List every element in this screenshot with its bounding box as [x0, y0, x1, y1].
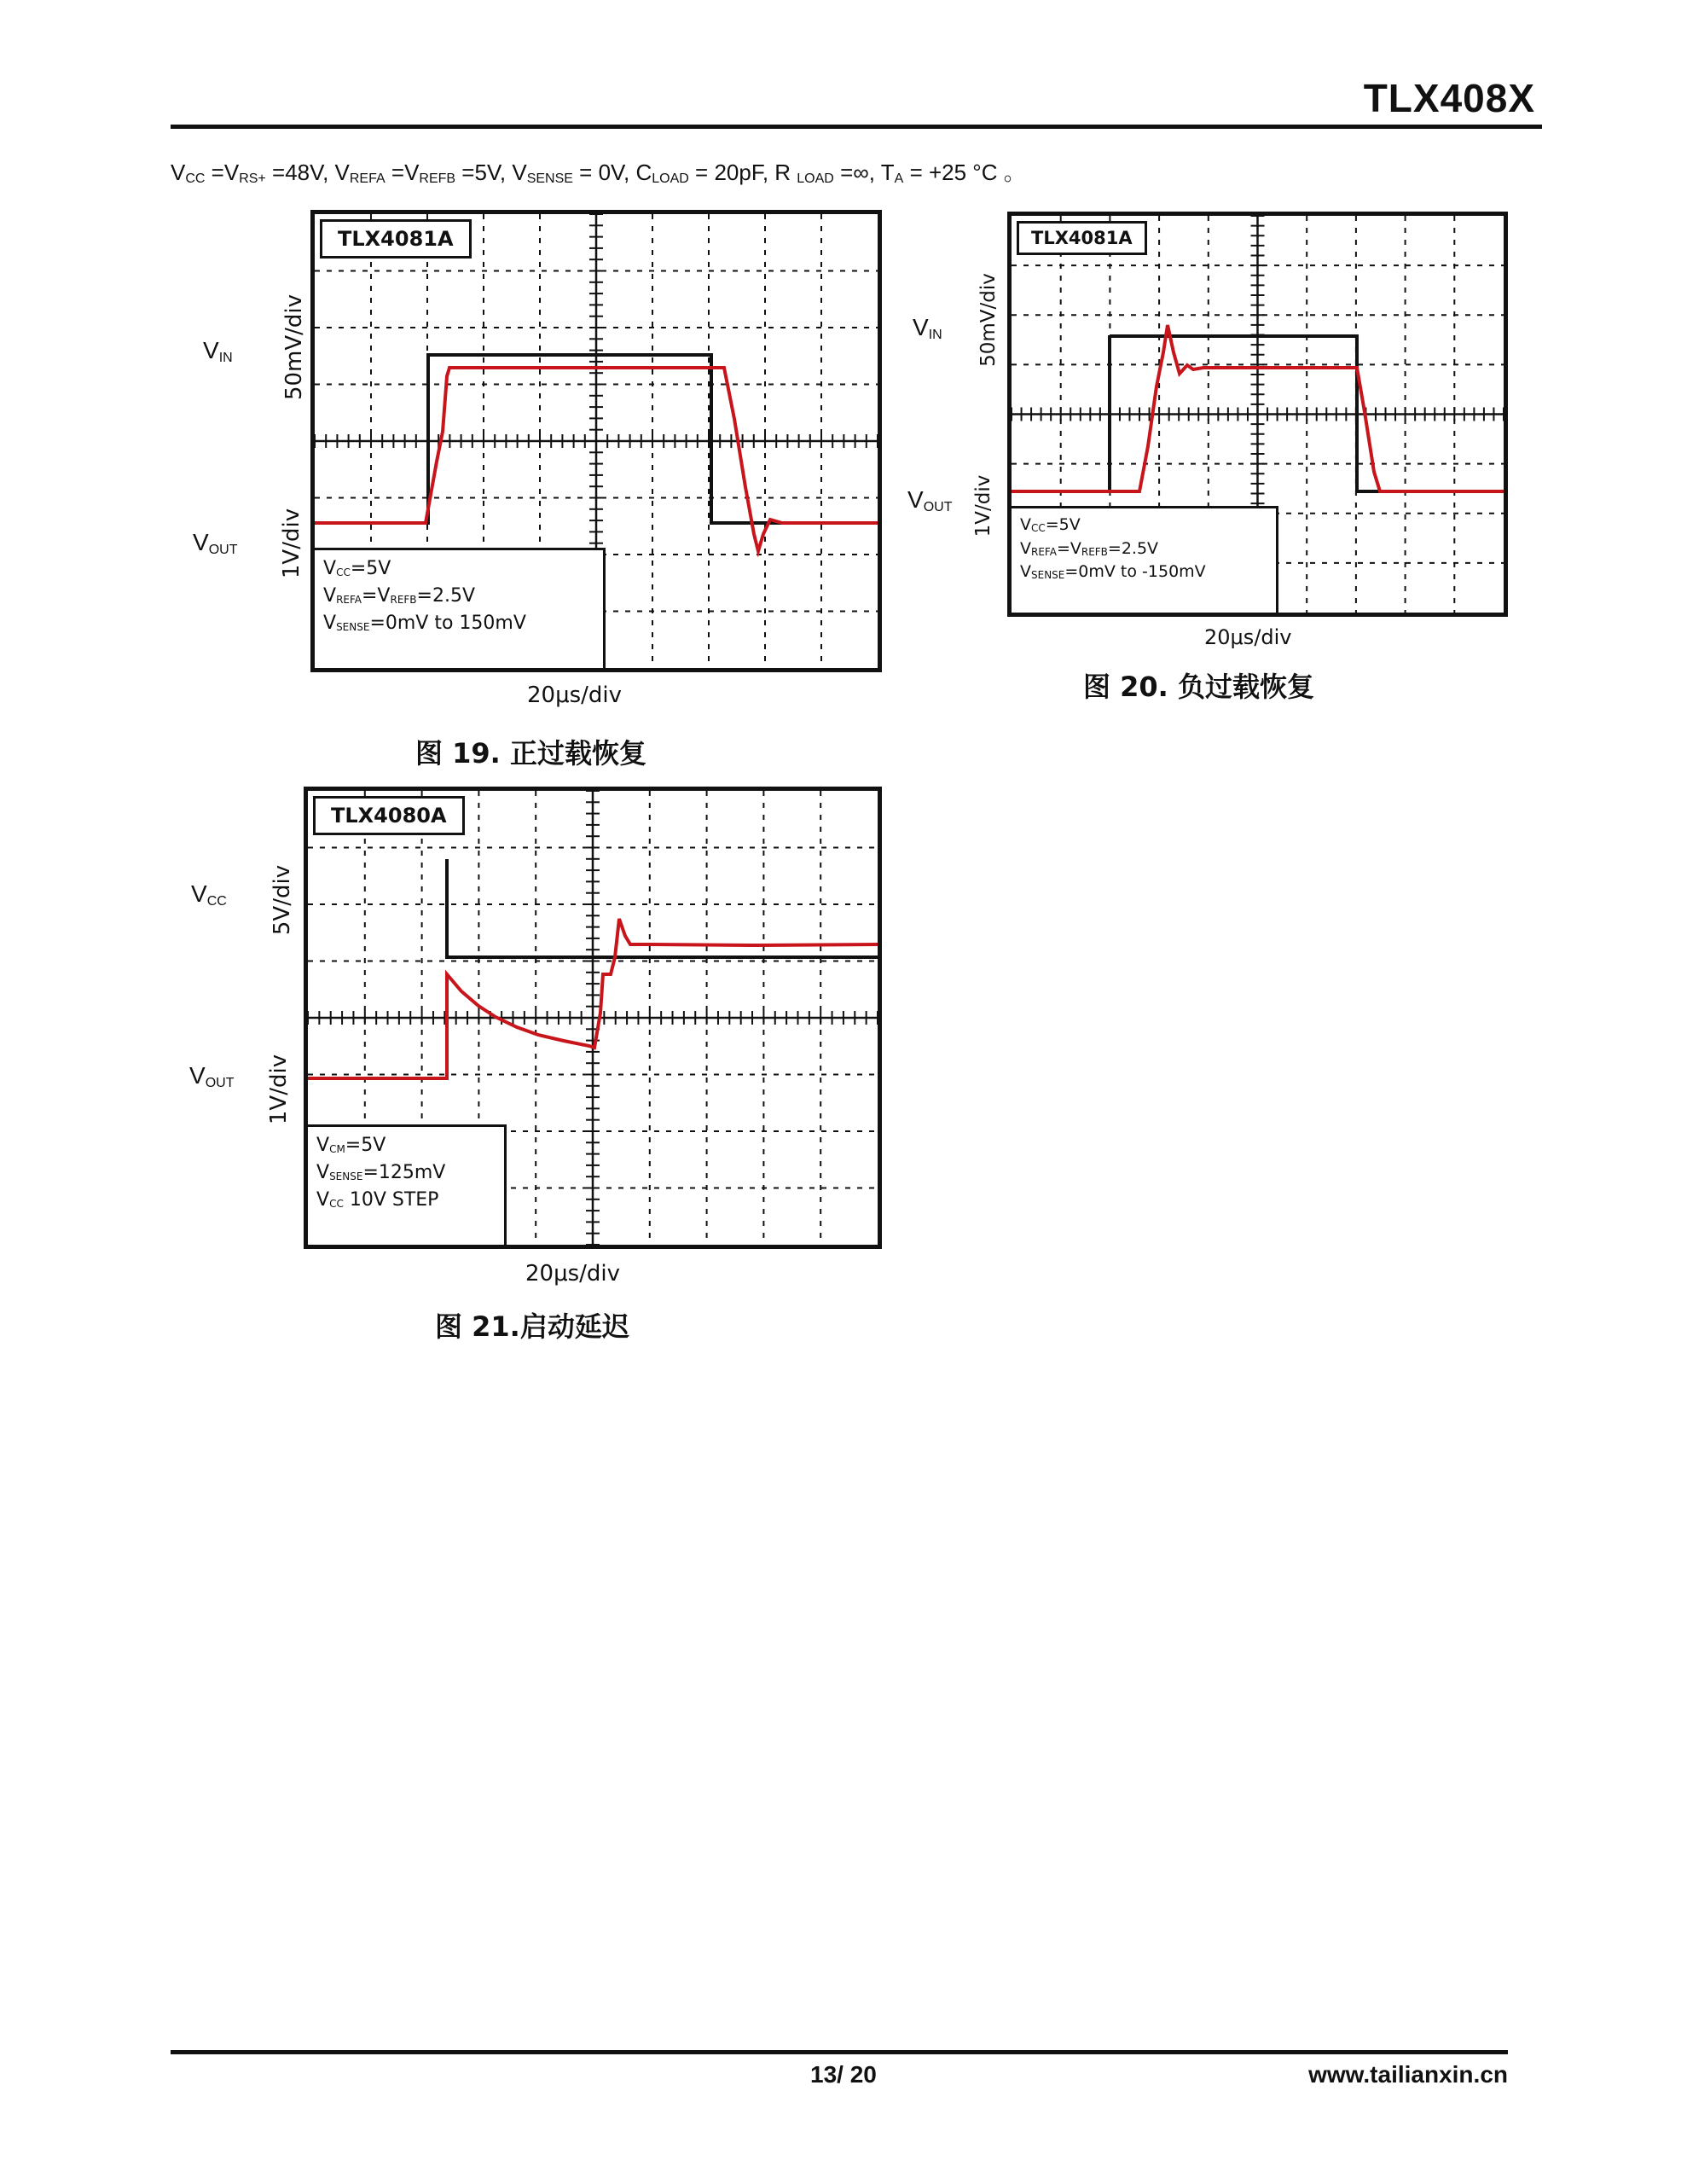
ch2-scale: 1V/div	[266, 1054, 292, 1125]
test-conditions: $V_{CC} =V_{RS+} =48V$, $V_{REFA} =V_{REFB} =5V$, $V_{SENSE} = 0V$, $C_{LOAD} = 20pF$, R $_{LOAD}$ =∞, $T_A = +25$ °C 。	[171, 160, 1026, 186]
ch2-label: $V_{OUT}$	[907, 486, 953, 514]
footer-rule	[171, 2050, 1508, 2054]
oscilloscope-plot	[310, 210, 882, 672]
ch2-label: $V_{OUT}$	[193, 529, 238, 557]
ch2-scale: 1V/div	[972, 474, 994, 537]
ch1-label: $V_{IN}$	[203, 337, 233, 365]
conditions-legend	[1012, 506, 1278, 613]
ch2-label: $V_{OUT}$	[189, 1062, 235, 1090]
ch1-scale: 50mV/div	[281, 293, 307, 401]
part-number-tag: TLX4081A	[1017, 221, 1147, 255]
legend-line: $V_{SENSE}=0mV$ to -150mV	[1020, 562, 1206, 582]
ch1-label: $V_{IN}$	[913, 314, 942, 342]
document-title: TLX408X	[1363, 76, 1535, 120]
figure-caption: 图 21.启动延迟	[435, 1310, 629, 1343]
legend-line: $V_{SENSE}=125mV$	[316, 1161, 446, 1183]
conditions-legend	[308, 1124, 507, 1245]
header-rule	[171, 125, 1542, 129]
vcc-trace	[447, 859, 878, 957]
time-scale-label: 20μs/div	[1204, 625, 1292, 649]
legend-line: $V_{CM}=5V$	[316, 1135, 386, 1156]
figure-caption: 图 20. 负过载恢复	[1083, 671, 1314, 703]
legend-line: $V_{CC}=5V$	[1020, 515, 1081, 534]
time-scale-label: 20μs/div	[527, 682, 623, 708]
oscilloscope-plot	[1007, 212, 1508, 617]
time-scale-label: 20μs/div	[525, 1261, 621, 1287]
page-number: 13/ 20	[810, 2061, 877, 2088]
part-number-tag: TLX4080A	[313, 796, 465, 835]
legend-line: $V_{CC}$ 10V STEP	[316, 1188, 439, 1211]
legend-line: $V_{REFA}=V_{REFB}=2.5V$	[1020, 538, 1159, 558]
legend-line: $V_{REFA}=V_{REFB}=2.5V$	[323, 584, 476, 607]
ch1-scale: 5V/div	[270, 864, 295, 936]
figure-caption: 图 19. 正过载恢复	[415, 737, 646, 770]
conditions-legend	[315, 548, 606, 668]
ch1-label: $V_{CC}$	[191, 880, 227, 909]
oscilloscope-plot	[304, 787, 882, 1249]
legend-line: $V_{SENSE}=0mV$ to 150mV	[323, 612, 526, 634]
ch1-scale: 50mV/div	[977, 273, 1000, 367]
ch2-scale: 1V/div	[279, 508, 304, 579]
part-number-tag: TLX4081A	[320, 219, 472, 258]
legend-line: $V_{CC}=5V$	[323, 558, 391, 579]
website-url: www.tailianxin.cn	[1308, 2061, 1508, 2088]
